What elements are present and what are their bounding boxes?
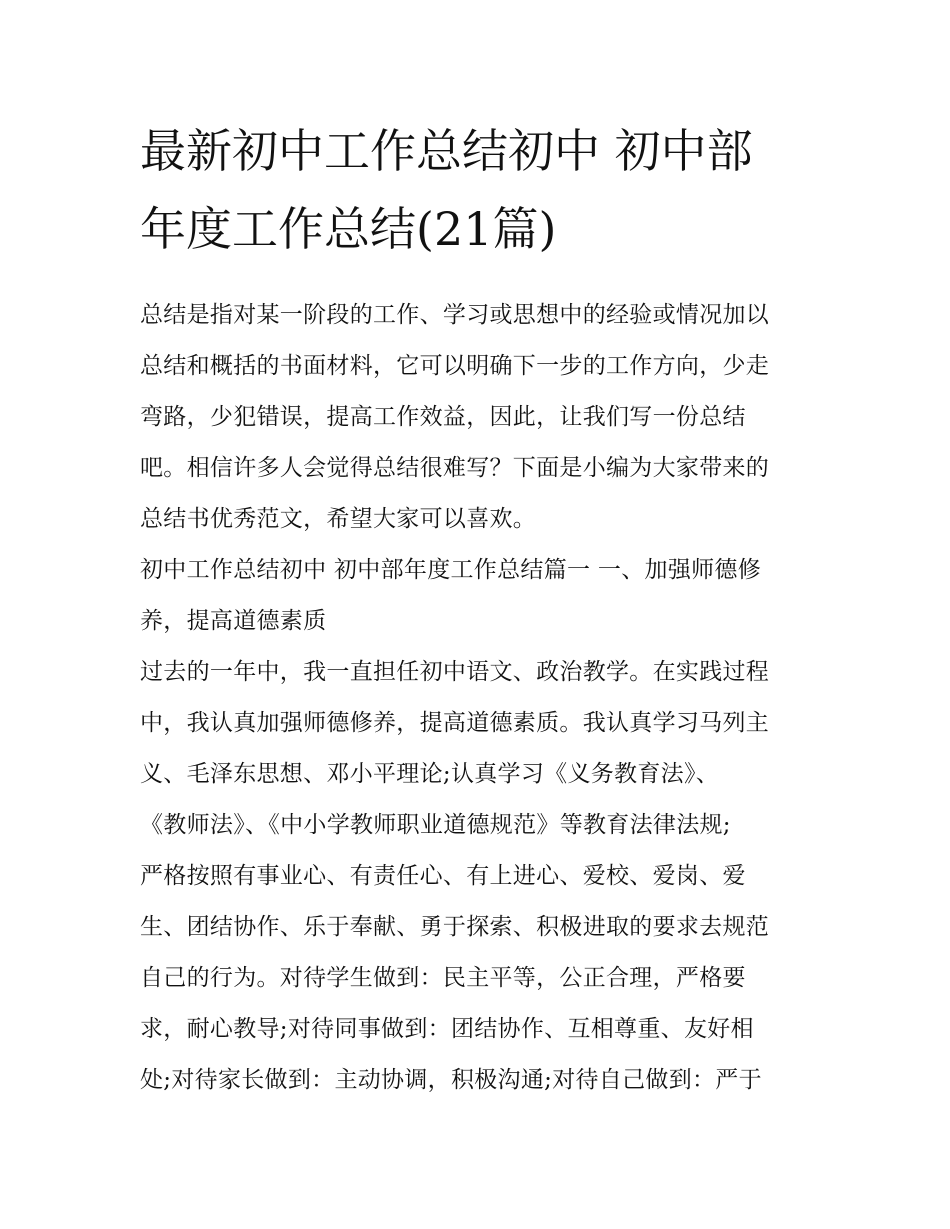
paragraph-line: 中，我认真加强师德修养，提高道德素质。我认真学习马列主 xyxy=(140,710,770,736)
section-heading xyxy=(140,545,812,647)
intro-line: 总结书优秀范文，希望大家可以喜欢。 xyxy=(140,506,537,532)
paragraph-line: 生、团结协作、乐于奉献、勇于探索、积极进取的要求去规范 xyxy=(140,914,770,940)
paragraph-line: 过去的一年中，我一直担任初中语文、政治教学。在实践过程 xyxy=(140,659,770,685)
paragraph-line: 严格按照有事业心、有责任心、有上进心、爱校、爱岗、爱 xyxy=(140,863,746,889)
document-content xyxy=(140,112,812,1106)
section-heading-line: 初中工作总结初中 初中部年度工作总结篇一 一、加强师德修 xyxy=(140,557,762,583)
paragraph-line: 自己的行为。对待学生做到：民主平等，公正合理，严格要 xyxy=(140,965,746,991)
intro-line: 弯路，少犯错误，提高工作效益，因此，让我们写一份总结 xyxy=(140,404,746,430)
intro-paragraph xyxy=(140,290,812,545)
title-line: 最新初中工作总结初中 初中部 xyxy=(140,124,753,178)
title-line: 年度工作总结(21篇) xyxy=(140,202,557,256)
intro-line: 吧。相信许多人会觉得总结很难写？下面是小编为大家带来的 xyxy=(140,455,770,481)
paragraph-line: 《教师法》、《中小学教师职业道德规范》等教育法律法规; xyxy=(140,812,731,838)
intro-line: 总结是指对某一阶段的工作、学习或思想中的经验或情况加以 xyxy=(140,302,770,328)
section-heading-line: 养，提高道德素质 xyxy=(140,608,327,634)
paragraph-line: 义、毛泽东思想、邓小平理论;认真学习《义务教育法》、 xyxy=(140,761,720,787)
body-paragraph xyxy=(140,647,812,1106)
paragraph-line: 求，耐心教导;对待同事做到：团结协作、互相尊重、友好相 xyxy=(140,1016,754,1042)
paragraph-line: 处;对待家长做到：主动协调，积极沟通;对待自己做到：严于 xyxy=(140,1067,762,1093)
document-title xyxy=(140,112,812,268)
intro-line: 总结和概括的书面材料，它可以明确下一步的工作方向，少走 xyxy=(140,353,770,379)
